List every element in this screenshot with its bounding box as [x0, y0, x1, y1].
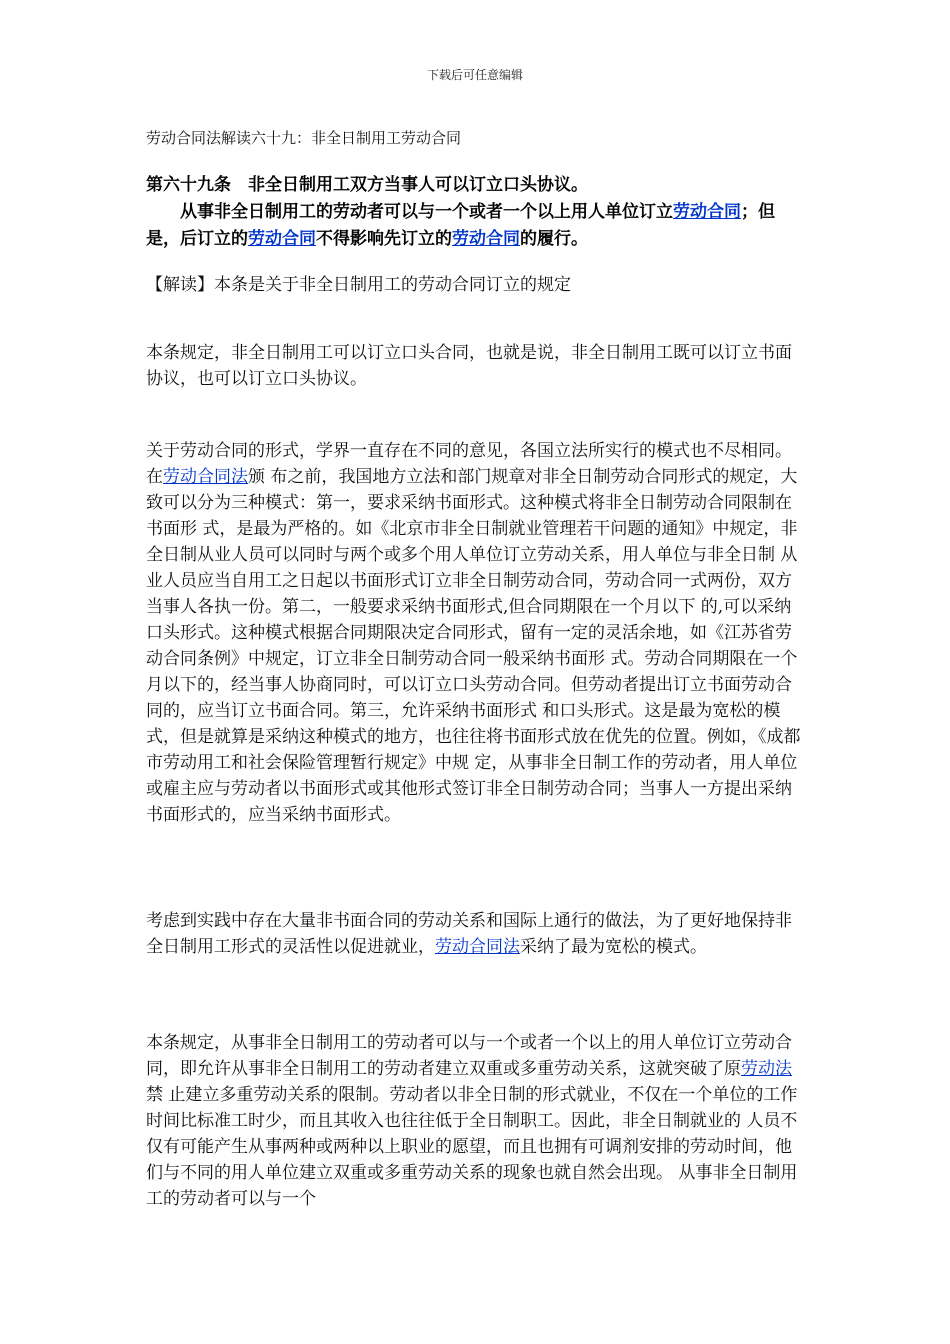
labor-law-link[interactable]: 劳动法 — [741, 1059, 792, 1079]
article-body-part: 不得影响先订立的 — [316, 229, 452, 249]
paragraph-1: 本条规定，非全日制用工可以订立口头合同，也就是说，非全日制用工既可以订立书面协议，也可以订立口头协议。 — [146, 343, 792, 389]
document-title: 劳动合同法解读六十九：非全日制用工劳动合同 — [146, 129, 462, 147]
labor-contract-law-link[interactable]: 劳动合同法 — [163, 467, 248, 487]
labor-contract-law-link[interactable]: 劳动合同法 — [435, 937, 520, 957]
article-text — [146, 172, 806, 253]
article-body-part: 的履行。 — [520, 229, 588, 249]
paragraph-text: 考虑到实践中存在大量非书面合同的劳动关系和国际上通行的做法，为了更好地保持非全日制用工形式的灵活性以促进就业， — [146, 911, 792, 957]
paragraph-text: 关于劳动合同的形式，学界一直存在不同的意见，各国立法所实行的模式也不尽相同。在 — [146, 441, 792, 487]
paragraph-text: 禁 止建立多重劳动关系的限制。劳动者以非全日制的形式就业，不仅在一个单位的工作时间比标准工时少，而且其收入也往往低于全日制职工。因此，非全日制就业的 人员不仅有可能产生从事两种或两种以上职业的愿望，而且也拥有可调剂安排的劳动时间，他们与不同的用人单位建立双重或多重劳动关系的现象也就自然会出现。 从事非全日制用工的劳动者可以与一个 — [146, 1085, 798, 1209]
page-header: 下载后可任意编辑 — [426, 68, 523, 82]
article-body-part: 从事非全日制用工的劳动者可以与一个或者一个以上用人单位订立 — [180, 202, 673, 222]
article-heading: 第六十九条 非全日制用工双方当事人可以订立口头协议。 — [146, 175, 588, 195]
paragraph-3 — [146, 908, 806, 960]
labor-contract-link[interactable]: 劳动合同 — [673, 202, 741, 222]
paragraph-2 — [146, 438, 806, 828]
reading-heading: 【解读】本条是关于非全日制用工的劳动合同订立的规定 — [146, 275, 571, 295]
paragraph-text: 颁 布之前，我国地方立法和部门规章对非全日制劳动合同形式的规定，大致可以分为三种模式：第一，要求采纳书面形式。这种模式将非全日制劳动合同限制在书面形 式，是最为严格的。如《北京市非全日制就业管理若干问题的通知》中规定，非全日制从业人员可以同时与两个或多个用人单位订立劳动关系，用人单位与非全日制 从业人员应当自用工之日起以书面形式订立非全日制劳动合同，劳动合同一式两份，双方当事人各执一份。第二，一般要求采纳书面形式,但合同期限在一个月以下 的,可以采纳口头形式。这种模式根据合同期限决定合同形式，留有一定的灵活余地，如《江苏省劳动合同条例》中规定，订立非全日制劳动合同一般采纳书面形 式。劳动合同期限在一个月以下的，经当事人协商同时，可以订立口头劳动合同。但劳动者提出订立书面劳动合同的，应当订立书面合同。第三，允许采纳书面形式 和口头形式。这是最为宽松的模式，但是就算是采纳这种模式的地方，也往往将书面形式放在优先的位置。例如，《成都市劳动用工和社会保险管理暂行规定》中规 定，从事非全日制工作的劳动者，用人单位或雇主应与劳动者以书面形式或其他形式签订非全日制劳动合同；当事人一方提出采纳书面形式的，应当采纳书面形式。 — [146, 467, 801, 825]
paragraph-4 — [146, 1030, 806, 1212]
labor-contract-link[interactable]: 劳动合同 — [452, 229, 520, 249]
article-body-part: ；但是，后订立的 — [146, 202, 775, 249]
labor-contract-link[interactable]: 劳动合同 — [248, 229, 316, 249]
paragraph-text: 本条规定，从事非全日制用工的劳动者可以与一个或者一个以上的用人单位订立劳动合同，即允许从事非全日制用工的劳动者建立双重或多重劳动关系，这就突破了原 — [146, 1033, 792, 1079]
article-body — [146, 199, 806, 253]
paragraph-text: 采纳了最为宽松的模式。 — [520, 937, 707, 957]
